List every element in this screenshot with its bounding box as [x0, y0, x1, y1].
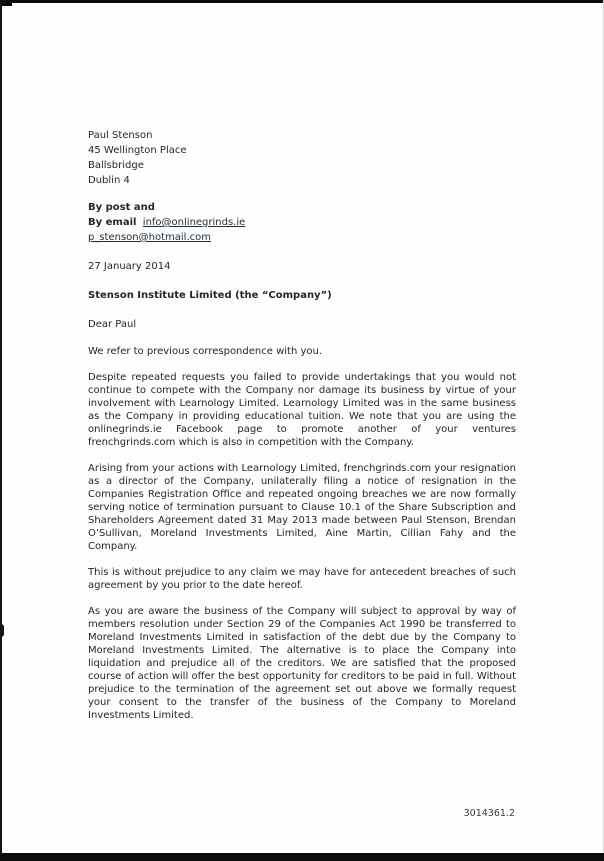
delivery-by-post-line: [88, 200, 516, 215]
recipient-name: Paul Stenson: [88, 130, 153, 141]
letter-paragraph: Arising from your actions with Learnology Limited, frenchgrinds.com your resignation as a director of the Company, unilaterally filing a notice of resignation in the Companies Registration Office and repeated ongoing breaches we are now formally serving notice of termination pursuant to Clause 10.1 of the Share Subscription and Shareholders Agreement dated 31 May 2013 made between Paul Stenson, Brendan O’Sullivan, Moreland Investments Limited, Aine Martin, Cillian Fahy and the Company.: [88, 463, 516, 552]
scan-speck: [0, 624, 4, 637]
recipient-address-line: 45 Wellington Place: [88, 145, 187, 156]
email-address-secondary: p_stenson@hotmail.com: [88, 232, 211, 243]
letter-paragraph: This is without prejudice to any claim we may have for antecedent breaches of such agreement by you prior to the date hereof.: [88, 567, 516, 591]
letter-salutation: Dear Paul: [88, 319, 137, 330]
by-email-label: By email: [88, 217, 137, 228]
letter-body: [88, 128, 516, 722]
scan-edge-left: [0, 0, 2, 861]
scan-edge-bottom: [0, 853, 604, 861]
document-reference-number: 3014361.2: [463, 808, 515, 819]
scan-edge-top: [0, 0, 604, 3]
letter-paragraph: As you are aware the business of the Company will subject to approval by way of members resolution under Section 29 of the Companies Act 1990 be transferred to Moreland Investments Limited in satisfaction of the debt due by the Company to Moreland Investments Limited. The alternative is to place the Company into liquidation and prejudice all of the creditors. We are satisfied that the proposed course of action will offer the best opportunity for creditors to be paid in full. Without prejudice to the termination of the agreement set out above we formally request your consent to the transfer of the business of the Company to Moreland Investments Limited.: [88, 606, 516, 721]
delivery-email-secondary-line: [88, 230, 516, 245]
delivery-method-block: [88, 200, 516, 245]
by-post-label: By post and: [88, 202, 155, 213]
recipient-address-line: Dublin 4: [88, 175, 130, 186]
letter-paragraph: Despite repeated requests you failed to provide undertakings that you would not continue to compete with the Company nor damage its business by virtue of your involvement with Learnology Limited. Learnology Limited was in the same business as the Company in providing educational tuition. We note that you are using the onlinegrinds.ie Facebook page to promote another of your ventures frenchgrinds.com which is also in competition with the Company.: [88, 372, 516, 448]
letter-subject: Stenson Institute Limited (the “Company”): [88, 290, 332, 301]
email-address-primary: info@onlinegrinds.ie: [142, 217, 246, 228]
letter-date: 27 January 2014: [88, 261, 171, 272]
recipient-address-line: Ballsbridge: [88, 160, 144, 171]
delivery-by-email-line: [88, 215, 516, 230]
recipient-address-block: [88, 128, 516, 188]
letter-paragraph: We refer to previous correspondence with you.: [88, 346, 323, 357]
